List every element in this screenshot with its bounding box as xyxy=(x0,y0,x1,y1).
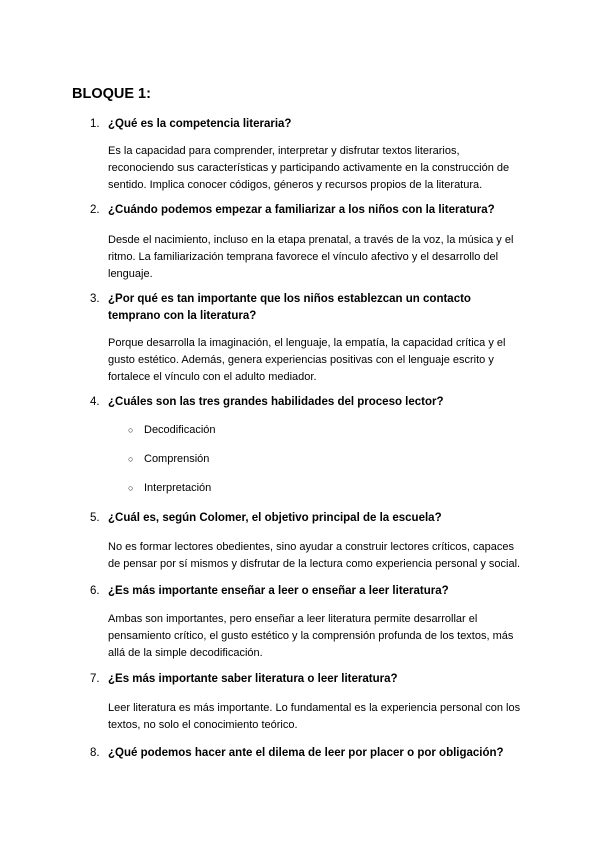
question-number: 2. xyxy=(90,204,100,216)
circle-bullet-icon: ○ xyxy=(128,483,134,493)
question-5 xyxy=(90,510,520,527)
bullet-item xyxy=(128,422,216,439)
question-text: ¿Cuál es, según Colomer, el objetivo principal de la escuela? xyxy=(108,512,442,524)
question-text: ¿Cuándo podemos empezar a familiarizar a los niños con la literatura? xyxy=(108,204,495,216)
question-number: 5. xyxy=(90,512,100,524)
question-4 xyxy=(90,394,520,411)
question-text: ¿Qué podemos hacer ante el dilema de leer por placer o por obligación? xyxy=(108,747,504,759)
question-number: 7. xyxy=(90,673,100,685)
answer-7: Leer literatura es más importante. Lo fundamental es la experiencia personal con los textos, no solo el conocimiento teórico. xyxy=(108,702,521,731)
question-text: ¿Cuáles son las tres grandes habilidades del proceso lector? xyxy=(108,396,444,408)
answer-5: No es formar lectores obedientes, sino ayudar a construir lectores críticos, capaces de pensar por sí mismos y disfrutar de la lectura como experiencia personal y social. xyxy=(108,541,521,570)
question-8 xyxy=(90,745,520,762)
question-number: 8. xyxy=(90,747,100,759)
question-number: 4. xyxy=(90,396,100,408)
question-text: ¿Por qué es tan importante que los niños establezcan un contacto temprano con la literatura? xyxy=(108,293,471,322)
bullet-item xyxy=(128,480,211,497)
bullet-text: Decodificación xyxy=(144,424,216,436)
question-2 xyxy=(90,202,520,219)
answer-2: Desde el nacimiento, incluso en la etapa prenatal, a través de la voz, la música y el ritmo. La familiarización temprana favorece el vínculo afectivo y el desarrollo del lenguaje. xyxy=(108,234,514,280)
question-6 xyxy=(90,583,520,600)
question-number: 1. xyxy=(90,118,100,130)
circle-bullet-icon: ○ xyxy=(128,425,134,435)
question-1 xyxy=(90,116,520,133)
circle-bullet-icon: ○ xyxy=(128,454,134,464)
answer-1: Es la capacidad para comprender, interpretar y disfrutar textos literarios, reconociendo sus características y participando activamente en la construcción de sentido. Implica conocer códigos, géneros y recursos propios de la literatura. xyxy=(108,145,510,191)
answer-3: Porque desarrolla la imaginación, el lenguaje, la empatía, la capacidad crítica y el gusto estético. Además, genera experiencias positivas con el lenguaje escrito y fortalece el vínculo con el adulto mediador. xyxy=(108,337,506,383)
answer-6: Ambas son importantes, pero enseñar a leer literatura permite desarrollar el pensamiento crítico, el gusto estético y la comprensión profunda de los textos, más allá de la simple decodificación. xyxy=(108,613,514,659)
question-text: ¿Es más importante saber literatura o leer literatura? xyxy=(108,673,398,685)
bullet-text: Interpretación xyxy=(144,482,212,494)
bullet-text: Comprensión xyxy=(144,453,210,465)
question-7 xyxy=(90,671,520,688)
question-number: 3. xyxy=(90,293,100,305)
question-number: 6. xyxy=(90,585,100,597)
page-heading: BLOQUE 1: xyxy=(72,86,151,102)
bullet-item xyxy=(128,451,209,468)
question-3 xyxy=(90,291,520,325)
question-text: ¿Es más importante enseñar a leer o enseñar a leer literatura? xyxy=(108,585,449,597)
question-text: ¿Qué es la competencia literaria? xyxy=(108,118,292,130)
